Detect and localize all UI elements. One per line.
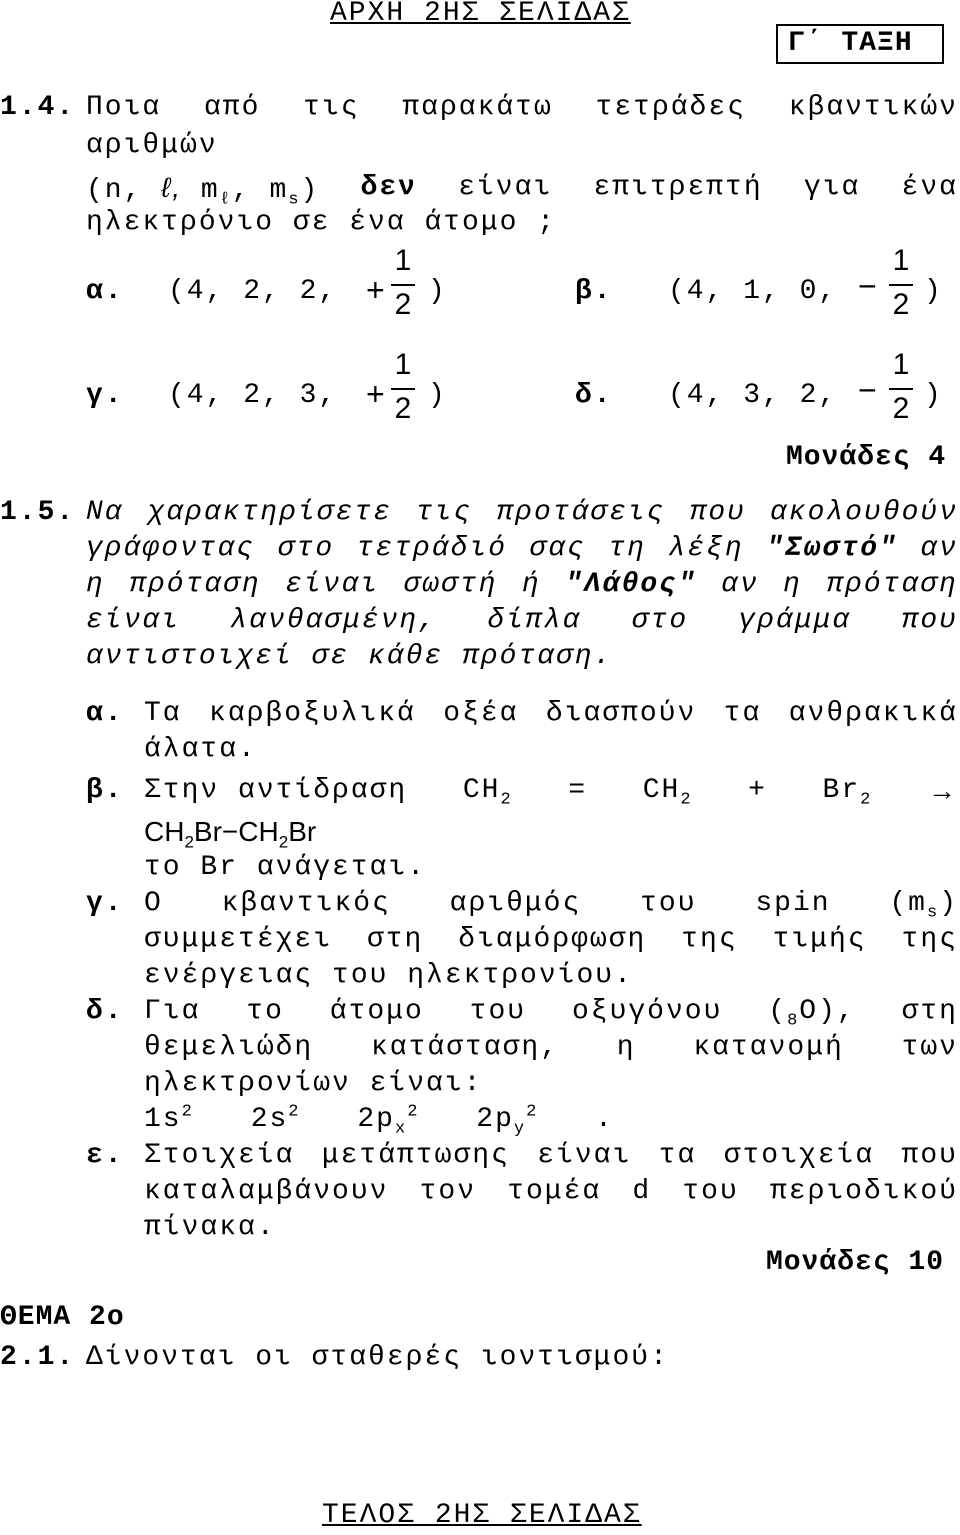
word: συμμετέχει — [144, 924, 333, 955]
word: επιτρεπτή — [593, 172, 763, 203]
word: τομέα — [507, 1176, 602, 1207]
word: λέξη — [668, 533, 744, 564]
word: οξυγόνου — [571, 996, 723, 1027]
word: θεμελιώδη — [144, 1032, 314, 1063]
item-a-letter: α. — [86, 698, 124, 729]
word: ανθρακικά — [788, 698, 958, 729]
word: τον — [419, 1176, 477, 1207]
item-e-letter: ε. — [86, 1140, 124, 1171]
word: της — [901, 924, 958, 955]
page-end-footer: ΤΕΛΟΣ 2ΗΣ ΣΕΛΙΔΑΣ — [322, 1500, 642, 1531]
q14-line2: αριθμών — [86, 130, 218, 161]
item-e-line1 — [144, 1138, 958, 1174]
word: προτάσεις — [496, 497, 666, 528]
word: πρόταση — [129, 569, 261, 600]
word: στη — [366, 924, 424, 955]
page-start-header: ΑΡΧΗ 2ΗΣ ΣΕΛΙΔΑΣ — [330, 0, 631, 29]
q14-line1 — [86, 90, 958, 126]
word: Τα — [144, 698, 182, 729]
word: του — [682, 1176, 739, 1207]
item-a-line1 — [144, 696, 958, 732]
word: που — [901, 1140, 958, 1171]
word: κβαντικός — [221, 888, 391, 919]
q15-instr-line3: η πρόταση είναι σωστή ή "Λάθος" αν η πρόταση — [86, 567, 958, 603]
word: τις — [415, 497, 473, 528]
option-d-sign: − — [858, 372, 877, 408]
item-c-line2 — [144, 922, 958, 958]
option-a-close: ) — [428, 276, 447, 307]
word: χαρακτηρίσετε — [147, 497, 393, 528]
word: Ποια — [86, 92, 162, 123]
q14-marks: Μονάδες 4 — [786, 442, 947, 473]
option-a-letter: α. — [86, 276, 124, 307]
word: κατανομή — [693, 1032, 844, 1063]
word: πρόταση — [826, 569, 958, 600]
word: καρβοξυλικά — [209, 698, 416, 729]
word: διαμόρφωση — [458, 924, 647, 955]
word: μετάπτωσης — [321, 1140, 510, 1171]
item-e-line3: πίνακα. — [144, 1212, 276, 1243]
q15-instr-line2: γράφοντας στο τετράδιό σας τη λέξη "Σωστό" αν — [86, 531, 958, 567]
option-d-letter: δ. — [575, 380, 613, 411]
q14-line3: (n, ℓ, $m_\ell$, $m_s$) δεν είναι επιτρεπτή για ένα — [86, 172, 958, 210]
word: που — [689, 497, 746, 528]
q15-instr-line5: αντιστοιχεί σε κάθε πρόταση. — [86, 641, 613, 672]
option-c-sign: + — [366, 376, 385, 412]
item-d-electron-config: $1s^2$ $2s^2$ $2p_x^2$ $2p_y^2$ . — [144, 1102, 614, 1139]
q15-marks: Μονάδες 10 — [766, 1247, 945, 1278]
word: του — [640, 888, 697, 919]
option-c-close: ) — [428, 380, 447, 411]
word: η — [783, 569, 802, 600]
word: spin — [755, 888, 831, 919]
q15-instr-line4 — [86, 603, 958, 639]
q14-number: 1.4. — [0, 92, 76, 123]
option-c-values: (4, 2, 3, — [168, 380, 338, 411]
q21-number: 2.1. — [0, 1342, 76, 1373]
reaction-arrow: → — [927, 775, 958, 806]
word: αν — [721, 569, 759, 600]
word: οξέα — [443, 698, 519, 729]
word: ακολουθούν — [769, 497, 958, 528]
word: τα — [658, 1140, 697, 1171]
option-d-close: ) — [924, 380, 943, 411]
item-b-reaction: Στην αντίδραση $CH_2$ = $CH_2$ + $Br_2$ → — [144, 775, 958, 810]
word: τετράδιό — [356, 533, 508, 564]
word: στοιχεία — [723, 1140, 875, 1171]
word: καταλαμβάνουν — [144, 1176, 389, 1207]
word: είναι — [537, 1140, 632, 1171]
option-a-sign: + — [366, 272, 385, 308]
theme2-title: ΘΕΜΑ 2ο — [0, 1302, 125, 1333]
item-c-line3: ενέργειας του ηλεκτρονίου. — [144, 960, 633, 991]
item-a-line2: άλατα. — [144, 734, 257, 765]
word: τιμής — [772, 924, 867, 955]
word: Ο — [144, 888, 163, 919]
word: παρακάτω — [402, 92, 553, 123]
word: δίπλα — [487, 605, 582, 636]
item-d-line2 — [144, 1030, 958, 1066]
word: το — [246, 996, 284, 1027]
word: γράμμα — [738, 605, 852, 636]
item-c-line1: Ο κβαντικός αριθμός του spin $(m_s)$ — [144, 888, 958, 923]
word: λανθασμένη, — [230, 605, 438, 636]
word: των — [901, 1032, 958, 1063]
word: του — [469, 996, 527, 1027]
word: διασπούν — [545, 698, 697, 729]
item-e-line2 — [144, 1174, 958, 1210]
word: Στοιχεία — [144, 1140, 295, 1171]
word: Για — [144, 996, 201, 1027]
option-b-close: ) — [924, 276, 943, 307]
item-d-letter: δ. — [86, 996, 124, 1027]
word: για — [803, 172, 861, 203]
word: τις — [303, 92, 360, 123]
word: κβαντικών — [788, 92, 958, 123]
word: d — [632, 1176, 652, 1207]
word: τετράδες — [595, 92, 746, 123]
word: σωστή — [403, 569, 498, 600]
word: κατάσταση, — [371, 1032, 560, 1063]
word: στο — [631, 605, 689, 636]
word: που — [901, 605, 958, 636]
word: είναι — [285, 569, 380, 600]
word: ένα — [901, 172, 958, 203]
option-a-values: (4, 2, 2, — [168, 276, 338, 307]
option-b-values: (4, 1, 0, — [668, 276, 838, 307]
word: η — [616, 1032, 636, 1063]
option-b-sign: − — [858, 268, 877, 304]
word: στο — [277, 533, 335, 564]
q14-line4: ηλεκτρόνιο σε ένα άτομο ; — [86, 207, 557, 238]
item-b-letter: β. — [86, 775, 124, 806]
word: από — [203, 92, 261, 123]
q15-instr-line1 — [86, 495, 958, 531]
word: γράφοντας — [86, 533, 256, 564]
item-c-letter: γ. — [86, 888, 124, 919]
item-d-line3: ηλεκτρονίων είναι: — [144, 1068, 483, 1099]
class-label-box: Γ΄ ΤΑΞΗ — [776, 24, 944, 64]
q15-number: 1.5. — [0, 497, 76, 528]
option-c-letter: γ. — [86, 380, 124, 411]
word: η — [86, 569, 105, 600]
item-b-product: $CH_2Br-CH_2Br$ — [144, 816, 317, 852]
word: τη — [608, 533, 647, 564]
word: Να — [86, 497, 124, 528]
bold-negation: δεν — [360, 172, 417, 203]
word: αριθμός — [449, 888, 582, 919]
item-d-line1: Για το άτομο του οξυγόνου $(_8O)$, στη — [144, 996, 958, 1031]
word: τα — [723, 698, 762, 729]
word: είναι — [86, 605, 181, 636]
q21-text: Δίνονται οι σταθερές ιοντισμού: — [86, 1342, 669, 1373]
option-b-letter: β. — [575, 276, 613, 307]
word: ή — [521, 569, 541, 600]
word: άτομο — [329, 996, 424, 1027]
word: της — [681, 924, 738, 955]
item-b-line3: το Br ανάγεται. — [144, 852, 427, 883]
word: περιοδικού — [769, 1176, 958, 1207]
word: είναι — [458, 172, 553, 203]
option-d-values: (4, 3, 2, — [668, 380, 838, 411]
word: σας — [529, 533, 586, 564]
